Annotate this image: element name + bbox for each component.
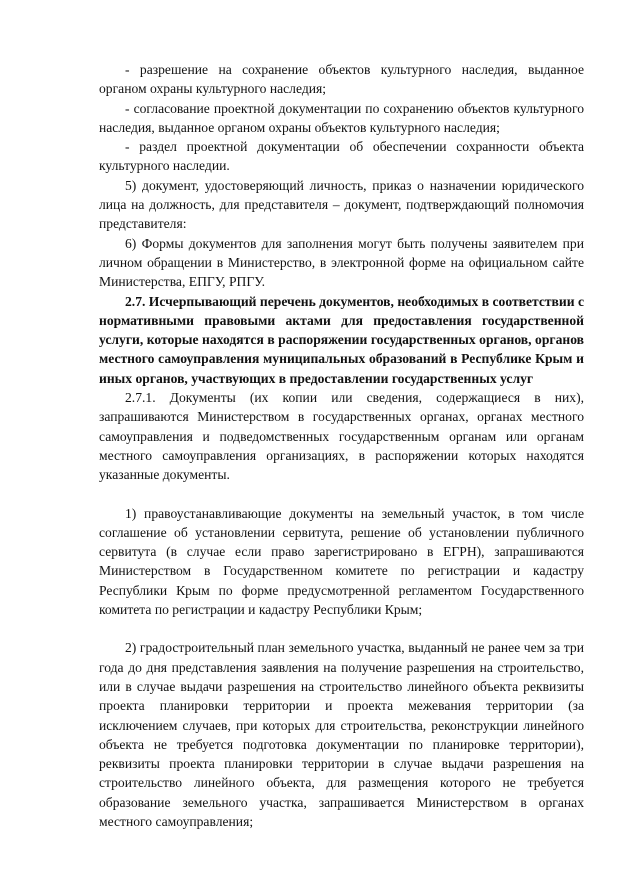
- paragraph-heritage-permit: - разрешение на сохранение объектов культурного наследия, выданное органом охраны культурного наследия;: [99, 62, 584, 97]
- paragraph-item-6: 6) Формы документов для заполнения могут быть получены заявителем при личном обращении в Министерство, в электронной форме на официальном сайте Министерства, ЕПГУ, РПГУ.: [99, 235, 584, 290]
- document-page: [99, 60, 584, 831]
- paragraph-list-item-1: 1) правоустанавливающие документы на земельный участок, в том числе соглашение об установлении сервитута, решение об установлении публичного сервитута (в случае если право зарегистрировано в ЕГРН), запрашиваются Министерством в Государственном комитете по регистрации и кадастру Республики Крым по форме предусмотренной регламентом Государственного комитета по регистрации и кадастру Республики Крым;: [99, 505, 584, 618]
- paragraph-2-7-1: 2.7.1. Документы (их копии или сведения, содержащиеся в них), запрашиваются Министерством в государственных органах, органах местного самоуправления и подведомственных государственным органам или органам местного самоуправления организациях, в распоряжении которых находятся указанные документы.: [99, 390, 584, 483]
- paragraph-list-item-2: 2) градостроительный план земельного участка, выданный не ранее чем за три года до дня представления заявления на получение разрешения на строительство, или в случае выдачи разрешения на строительство линейного объекта реквизиты проекта планировки территории и проекта межевания территории (за исключением случаев, при которых для строительства, реконструкции линейного объекта не требуется подготовка документации по планировке территории), реквизиты проекта планировки территории в случае выдачи разрешения на строительство линейного объекта, для размещения которого не требуется образование земельного участка, запрашивается Министерством в органах местного самоуправления;: [99, 640, 584, 829]
- paragraph-item-5: 5) документ, удостоверяющий личность, приказ о назначении юридического лица на должность, для представителя – документ, подтверждающий полномочия представителя:: [99, 177, 584, 232]
- paragraph-heritage-approval: - согласование проектной документации по сохранению объектов культурного наследия, выданное органом охраны объектов культурного наследия;: [99, 100, 584, 135]
- paragraph-heritage-section: - раздел проектной документации об обеспечении сохранности объекта культурного наследии.: [99, 139, 584, 174]
- section-heading-2-7: 2.7. Исчерпывающий перечень документов, необходимых в соответствии с нормативными правовыми актами для предоставления государственной услуги, которые находятся в распоряжении государственных органов, органов местного самоуправления муниципальных образований в Республике Крым и иных органов, участвующих в предоставлении государственных услуг: [99, 293, 584, 386]
